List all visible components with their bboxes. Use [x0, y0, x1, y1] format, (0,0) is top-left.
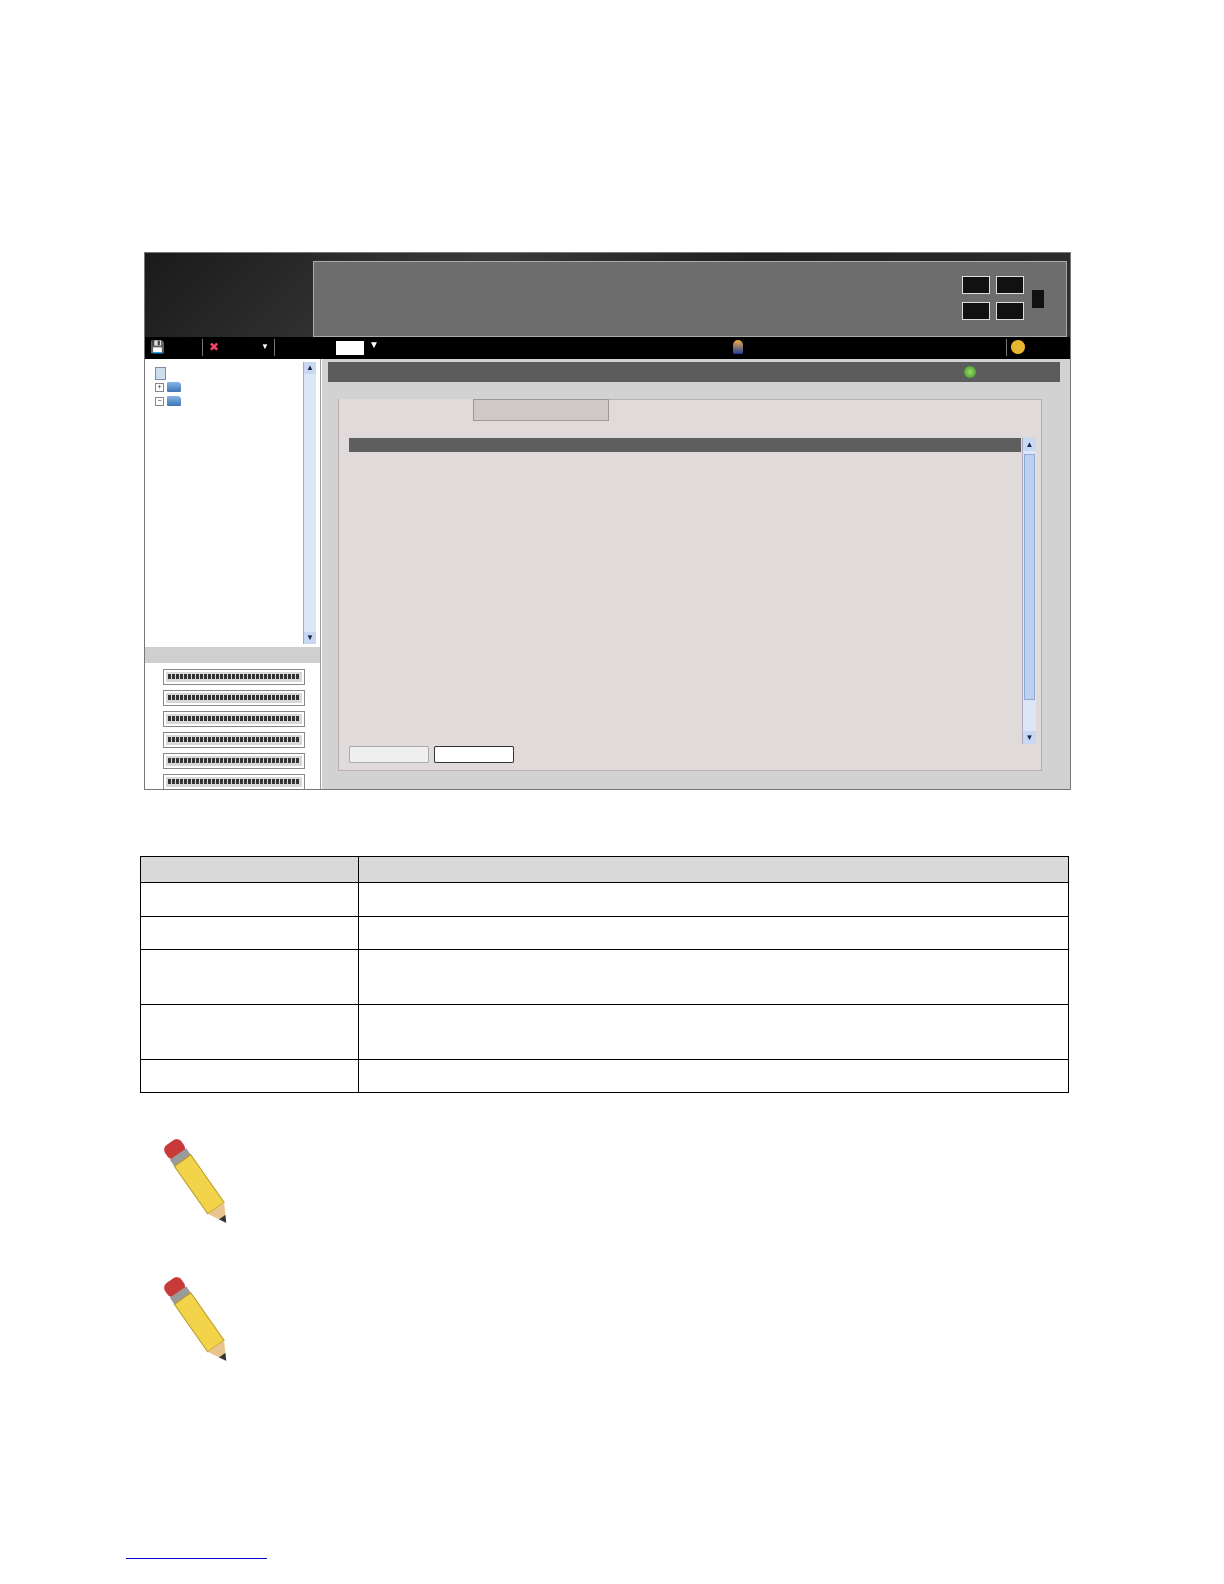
table-cell [359, 883, 1069, 917]
scroll-down-icon[interactable]: ▼ [1023, 731, 1036, 744]
table-cell [359, 1060, 1069, 1093]
stack-unit[interactable] [163, 690, 305, 706]
table-row [141, 950, 1069, 1005]
combo-port[interactable] [962, 302, 990, 320]
header-banner [145, 253, 1070, 337]
table-header-row [141, 857, 1069, 883]
header-cell [141, 857, 359, 883]
table-cell [359, 950, 1069, 1005]
safeguard-icon [964, 366, 976, 378]
scroll-up-icon[interactable]: ▲ [304, 362, 316, 374]
tree-root[interactable] [155, 367, 169, 380]
footnote-rule [126, 1558, 267, 1559]
table-row [141, 883, 1069, 917]
table-cell [359, 917, 1069, 950]
pencil-icon [150, 1125, 240, 1235]
toolbar-divider [1006, 339, 1007, 356]
toolbar-divider [202, 339, 203, 356]
logout-icon[interactable] [1011, 340, 1025, 354]
tree-item-l2-features[interactable] [155, 396, 184, 406]
stack-unit[interactable] [163, 753, 305, 769]
tree-scrollbar[interactable] [303, 362, 316, 644]
combo-port[interactable] [996, 276, 1024, 294]
stack-unit[interactable] [163, 669, 305, 685]
stack-unit[interactable] [163, 711, 305, 727]
switch-icon [155, 367, 166, 380]
scroll-thumb[interactable] [1024, 454, 1035, 700]
chevron-down-icon[interactable]: ▼ [369, 340, 379, 351]
unit-id-display [1032, 290, 1044, 308]
chevron-down-icon[interactable]: ▼ [261, 342, 269, 351]
stack-unit[interactable] [163, 774, 305, 790]
folder-icon [167, 382, 181, 392]
pencil-icon [150, 1263, 240, 1373]
toolbar [145, 337, 1070, 359]
table-row [141, 1060, 1069, 1093]
combo-port[interactable] [962, 276, 990, 294]
save-icon[interactable]: 💾 [150, 340, 165, 354]
user-icon [733, 340, 743, 354]
vlan-table [349, 438, 1021, 744]
combo-port[interactable] [996, 302, 1024, 320]
combo-port-labels [962, 264, 1052, 270]
next-button[interactable] [434, 746, 514, 763]
table-row [141, 1005, 1069, 1060]
table-cell [141, 917, 359, 950]
table-header [349, 438, 1021, 452]
device-front-panel[interactable] [313, 261, 1067, 337]
stacking-status-header [145, 647, 320, 663]
navigation-tree [145, 359, 321, 789]
folder-open-icon [167, 396, 181, 406]
stack-id-select[interactable] [336, 341, 364, 355]
table-cell [141, 950, 359, 1005]
parameter-table [140, 856, 1069, 1093]
tab-vlan-list[interactable] [339, 399, 474, 421]
back-button[interactable] [349, 746, 429, 763]
scroll-down-icon[interactable]: ▼ [304, 632, 316, 644]
toolbar-divider [274, 339, 275, 356]
vlan-panel [338, 399, 1042, 771]
scroll-up-icon[interactable]: ▲ [1023, 438, 1036, 451]
switch-web-ui-screenshot [144, 252, 1071, 790]
table-cell [141, 1060, 359, 1093]
table-scrollbar[interactable] [1022, 438, 1036, 744]
tab-add-edit-vlan[interactable] [473, 399, 609, 421]
header-cell [359, 857, 1069, 883]
tree-item-configuration[interactable] [155, 382, 184, 392]
table-row [141, 917, 1069, 950]
table-cell [359, 1005, 1069, 1060]
stack-unit[interactable] [163, 732, 305, 748]
main-content [322, 359, 1070, 789]
page-title-bar [328, 362, 1060, 382]
tools-icon[interactable]: ✖ [209, 340, 220, 354]
expand-icon[interactable]: + [155, 383, 164, 392]
table-cell [141, 883, 359, 917]
collapse-icon[interactable]: − [155, 397, 164, 406]
table-cell [141, 1005, 359, 1060]
